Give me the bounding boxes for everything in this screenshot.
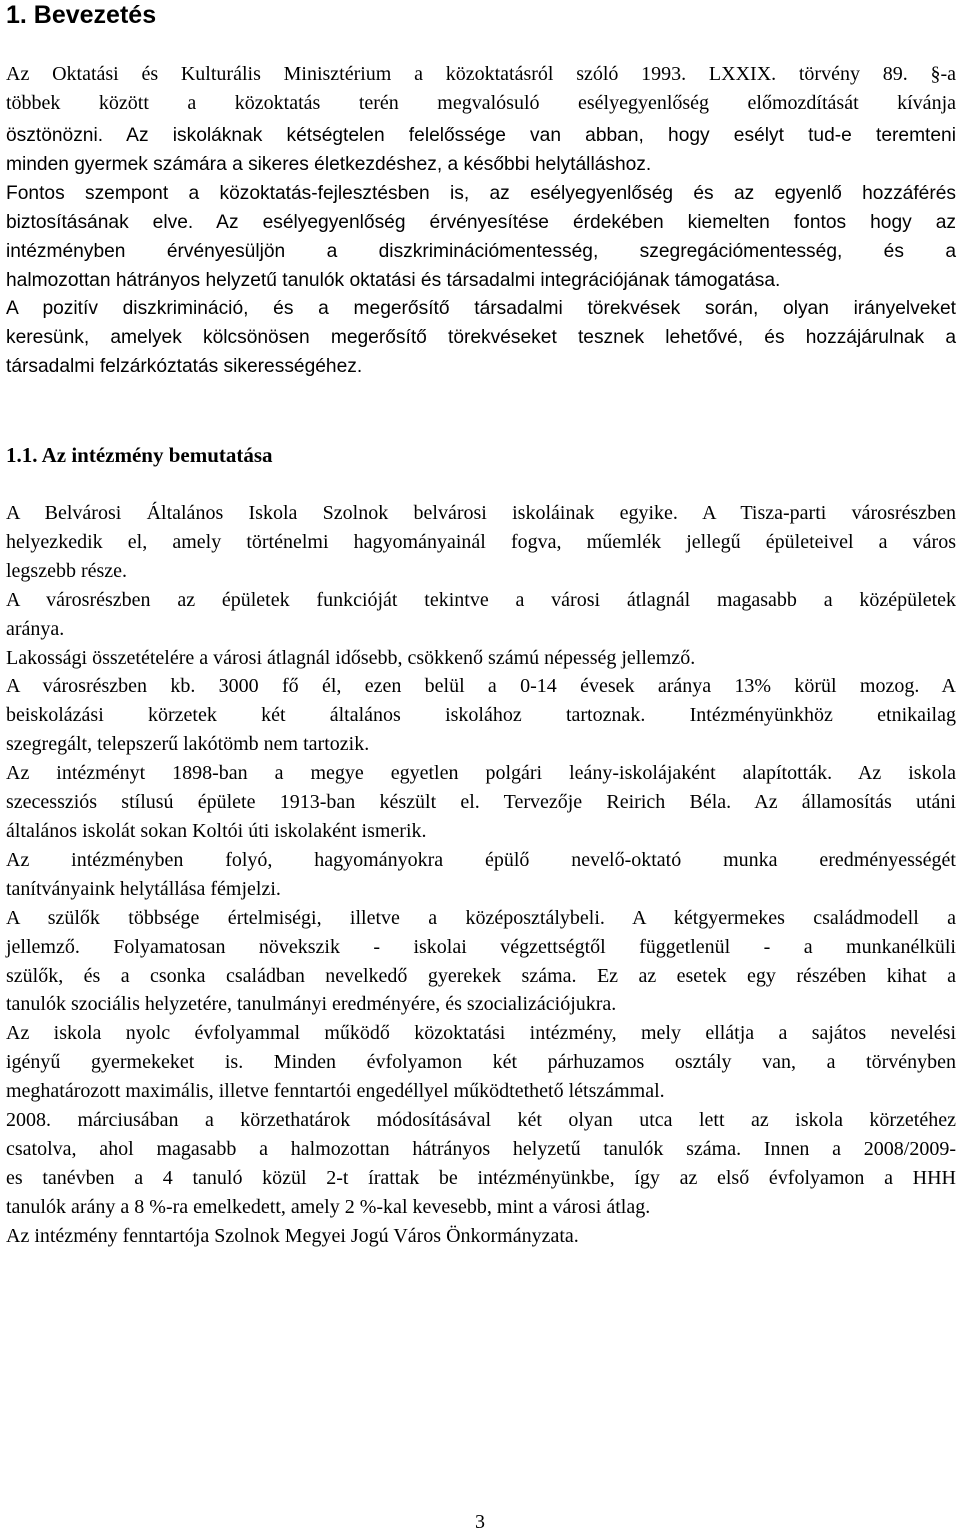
body-line: A városrészben az épületek funkcióját tekintve a városi átlagnál magasabb a középületek bbox=[6, 588, 956, 611]
body-line: Lakossági összetételére a városi átlagnál idősebb, csökkenő számú népesség jellemző. bbox=[6, 646, 696, 669]
intro-line: többek között a közoktatás terén megvalósuló esélyegyenlőség előmozdítását kívánja bbox=[6, 91, 956, 114]
institution-description bbox=[6, 499, 956, 1251]
body-line: tanulók arány a 8 %-ra emelkedett, amely 2 %-kal kevesebb, mint a városi átlag. bbox=[6, 1195, 651, 1218]
body-line: A Belvárosi Általános Iskola Szolnok belvárosi iskoláinak egyike. A Tisza-parti városrészben bbox=[6, 502, 956, 524]
intro-line: Az Oktatási és Kulturális Minisztérium a közoktatásról szóló 1993. LXXIX. törvény 89. §-a bbox=[6, 63, 956, 85]
body-line: A városrészben kb. 3000 fő él, ezen belül a 0-14 évesek aránya 13% körül mozog. A bbox=[6, 675, 956, 698]
body-line: helyezkedik el, amely történelmi hagyományainál fogva, műemlék jellegű épületeivel a város bbox=[6, 530, 956, 553]
body-line: es tanévben a 4 tanuló közül 2-t írattak be intézményünkbe, így az első évfolyamon a HHH bbox=[6, 1166, 956, 1189]
body-line: Az intézményben folyó, hagyományokra épülő nevelő-oktató munka eredményességét bbox=[6, 848, 956, 871]
subsection-title: 1.1. Az intézmény bemutatása bbox=[6, 443, 273, 467]
body-line: Az iskola nyolc évfolyammal működő közoktatási intézmény, mely ellátja a sajátos nevelési bbox=[6, 1022, 956, 1045]
intro-line: halmozottan hátrányos helyzetű tanulók oktatási és társadalmi integrációjának támogatása. bbox=[6, 269, 781, 291]
body-line: 2008. márciusában a körzethatárok módosításával két olyan utca lett az iskola körzetéhez bbox=[6, 1109, 956, 1132]
intro-block-serif bbox=[6, 60, 956, 118]
body-line: szecessziós stílusú épülete 1913-ban készült el. Tervezője Reirich Béla. Az államosítás utáni bbox=[6, 791, 956, 814]
intro-line: Fontos szempont a közoktatás-fejlesztésben is, az esélyegyenlőség és az egyenlő hozzáférés bbox=[6, 182, 956, 204]
body-line: szülők, és a csonka családban nevelkedő gyerekek száma. Ez az esetek egy részében kihat a bbox=[6, 964, 956, 987]
body-line: jellemző. Folyamatosan növekszik - iskolai végzettségtől függetlenül - a munkanélküli bbox=[6, 935, 956, 958]
body-line: A szülők többsége értelmiségi, illetve a középosztálybeli. A kétgyermekes családmodell a bbox=[6, 906, 956, 929]
body-line: általános iskolát sokan Koltói úti iskolaként ismerik. bbox=[6, 819, 427, 842]
body-line: tanulók szociális helyzetére, tanulmányi eredményére, és szocializációjukra. bbox=[6, 993, 617, 1016]
intro-line: ösztönözni. Az iskoláknak kétségtelen felelőssége van abban, hogy esélyt tud-e teremteni bbox=[6, 125, 956, 146]
body-line: igényű gyermekeket is. Minden évfolyamon két párhuzamos osztály van, a törvényben bbox=[6, 1051, 956, 1074]
intro-line: intézményben érvényesüljön a diszkriminációmentesség, szegregációmentesség, és a bbox=[6, 240, 956, 262]
body-line: csatolva, ahol magasabb a halmozottan hátrányos helyzetű tanulók száma. Innen a 2008/2009- bbox=[6, 1137, 956, 1160]
intro-line: keresünk, amelyek kölcsönösen megerősítő törekvéseket tesznek lehetővé, és hozzájárulnak a bbox=[6, 327, 956, 349]
body-line: Az intézményt 1898-ban a megye egyetlen polgári leány-iskolájaként alapították. Az iskola bbox=[6, 762, 956, 785]
intro-line: társadalmi felzárkóztatás sikerességéhez. bbox=[6, 356, 363, 378]
body-line: meghatározott maximális, illetve fenntartói engedéllyel működtethető létszámmal. bbox=[6, 1080, 665, 1103]
body-line: tanítványaink helytállása fémjelzi. bbox=[6, 877, 281, 900]
section-title: 1. Bevezetés bbox=[6, 1, 157, 29]
intro-block-sans bbox=[6, 122, 956, 382]
page-number: 3 bbox=[475, 1511, 485, 1533]
body-line: beiskolázási körzetek két általános iskolához tartoznak. Intézményünkhöz etnikailag bbox=[6, 704, 956, 727]
body-line: aránya. bbox=[6, 617, 65, 640]
body-line: Az intézmény fenntartója Szolnok Megyei Jogú Város Önkormányzata. bbox=[6, 1224, 579, 1247]
body-line: legszebb része. bbox=[6, 559, 128, 582]
intro-line: minden gyermek számára a sikeres életkezdéshez, a későbbi helytálláshoz. bbox=[6, 153, 652, 175]
intro-line: A pozitív diszkrimináció, és a megerősítő társadalmi törekvések során, olyan irányelveket bbox=[6, 298, 956, 320]
body-line: szegregált, telepszerű lakótömb nem tartozik. bbox=[6, 733, 370, 756]
intro-line: biztosításának elve. Az esélyegyenlőség érvényesítése érdekében kiemelten fontos hogy az bbox=[6, 211, 956, 233]
